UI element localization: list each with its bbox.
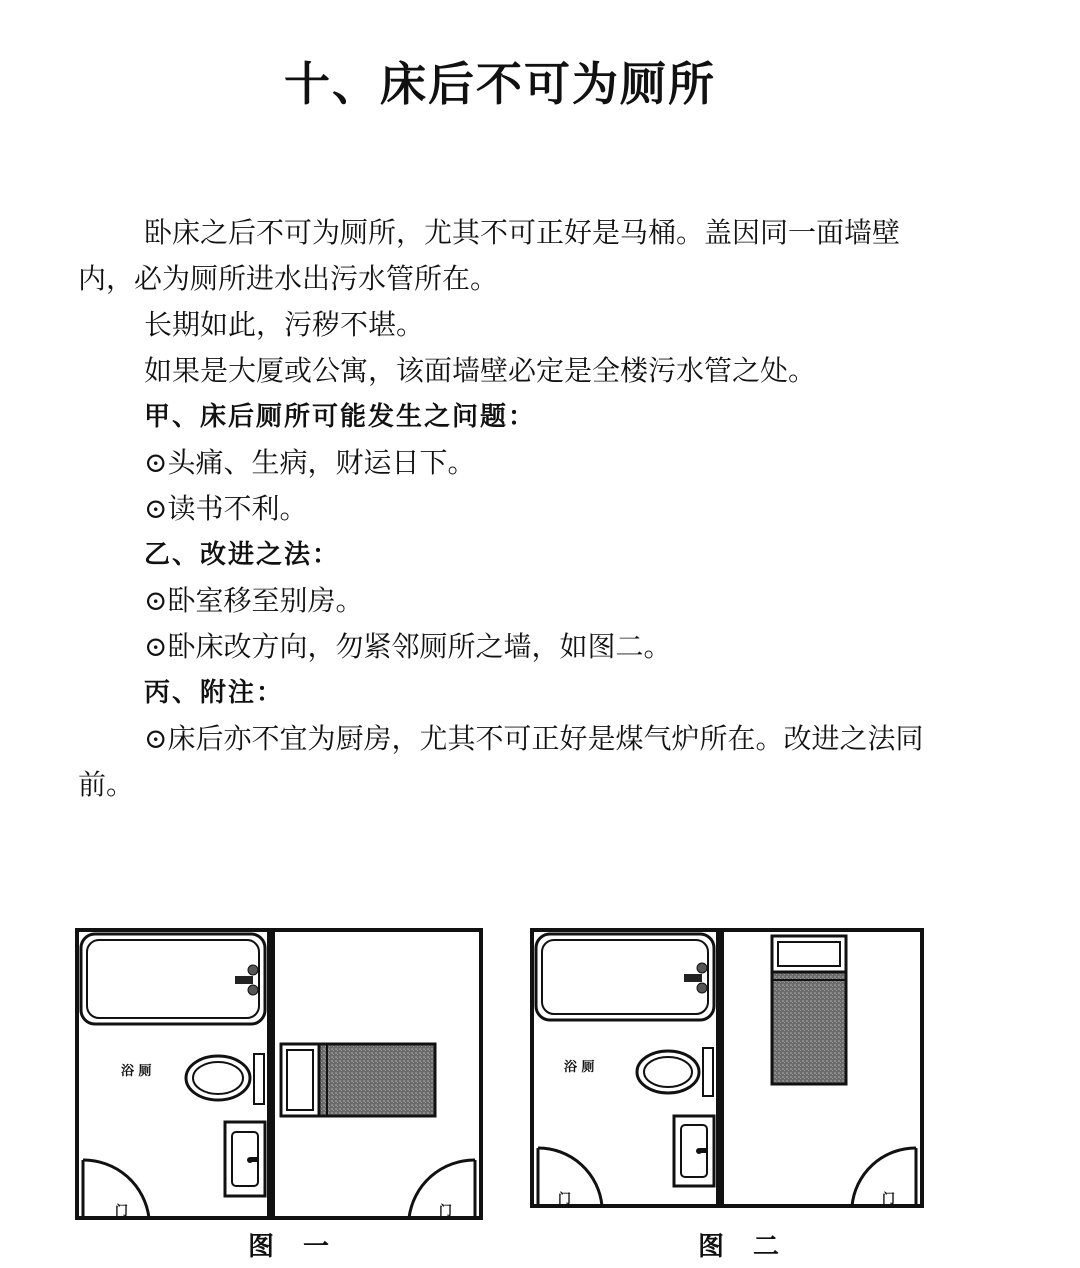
paragraph-3: 如果是大厦或公寓，该面墙壁必定是全楼污水管之处。 — [144, 354, 817, 387]
door-label: 门 — [882, 1192, 896, 1207]
section-c-item: ⊙床后亦不宜为厨房，尤其不可正好是煤气炉所在。改进之法同前。 — [78, 722, 924, 801]
section-b-item: ⊙卧室移至别房。 — [144, 584, 364, 617]
bathtub-icon — [536, 934, 714, 1020]
bed-icon — [281, 1044, 435, 1116]
article-body — [78, 210, 938, 808]
door-label: 门 — [115, 1204, 129, 1219]
section-b-item: ⊙卧床改方向，勿紧邻厕所之墙，如图二。 — [144, 630, 672, 663]
door-label: 门 — [439, 1204, 453, 1219]
figure-1 — [75, 928, 485, 1222]
figure-1-caption: 图 一 — [248, 1232, 340, 1262]
section-b-heading: 乙、改进之法： — [144, 540, 341, 570]
page-title: 十、床后不可为厕所 — [284, 57, 716, 111]
section-a-heading: 甲、床后厕所可能发生之问题： — [144, 402, 537, 432]
sink-icon — [225, 1122, 265, 1196]
bed-icon — [772, 936, 846, 1084]
paragraph-2: 长期如此，污秽不堪。 — [144, 308, 425, 341]
bathroom-label: 浴 厕 — [564, 1060, 595, 1075]
sink-icon — [674, 1116, 714, 1186]
door-label: 门 — [558, 1192, 572, 1207]
section-c-heading: 丙、附注： — [144, 678, 285, 708]
figure-2-caption: 图 二 — [698, 1232, 790, 1262]
section-a-item: ⊙读书不利。 — [144, 492, 308, 525]
bathroom-label: 浴 厕 — [121, 1064, 152, 1079]
paragraph-1: 卧床之后不可为厕所，尤其不可正好是马桶。盖因同一面墙壁内，必为厕所进水出污水管所在。 — [78, 216, 901, 295]
bathtub-icon — [81, 934, 265, 1024]
figure-2 — [530, 928, 926, 1210]
section-a-item: ⊙头痛、生病，财运日下。 — [144, 446, 476, 479]
